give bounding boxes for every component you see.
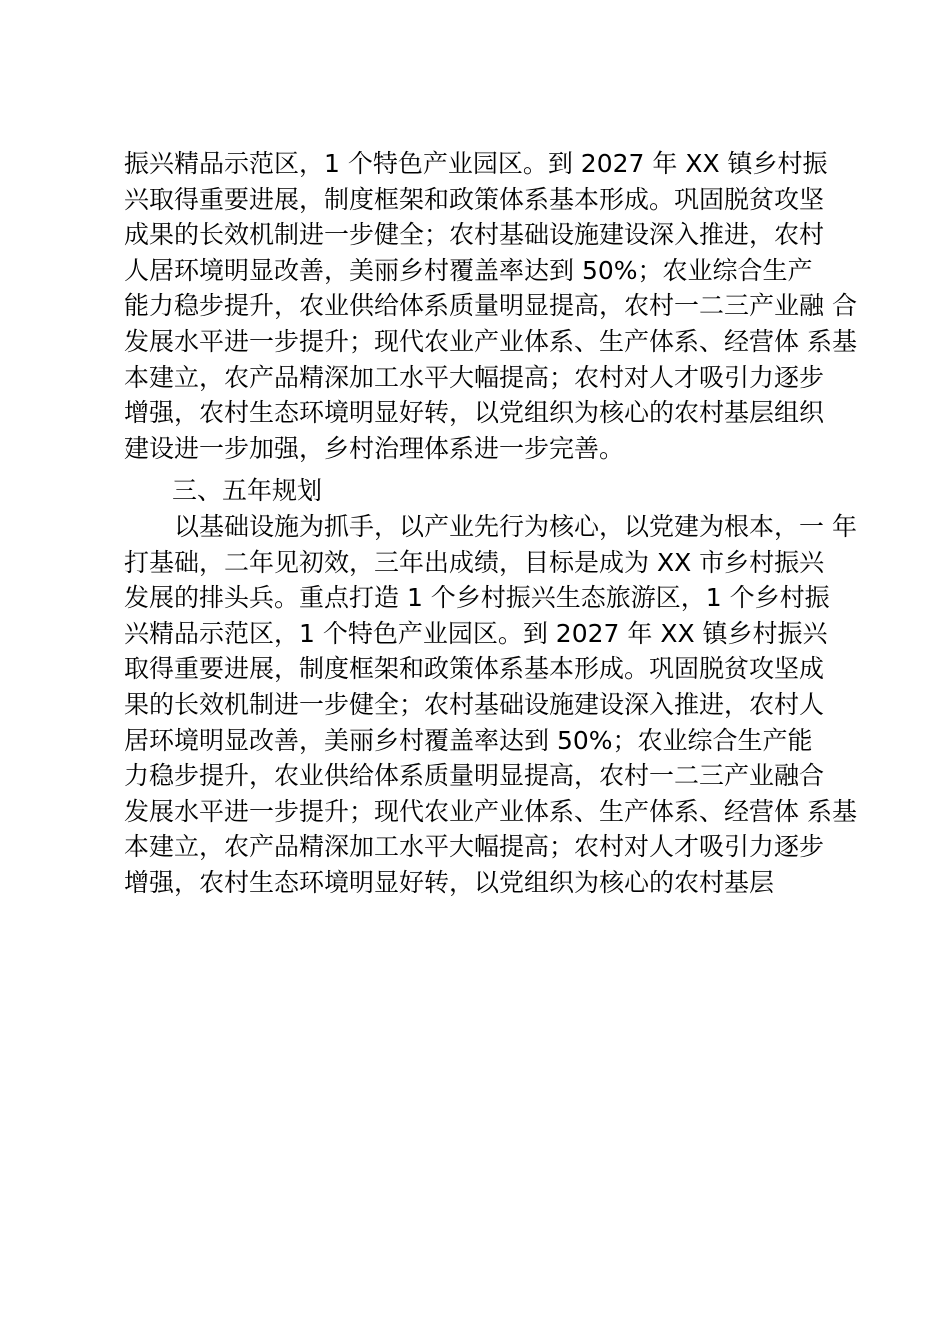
- paragraph-line: 本建立，农产品精深加工水平大幅提高；农村对人才吸引力逐步: [124, 362, 825, 392]
- paragraph-line: 增强，农村生态环境明显好转，以党组织为核心的农村基层: [124, 867, 775, 897]
- paragraph-line: 本建立，农产品精深加工水平大幅提高；农村对人才吸引力逐步: [124, 832, 825, 862]
- paragraph-line: 人居环境明显改善，美丽乡村覆盖率达到 50%；农业综合生产: [124, 255, 813, 285]
- paragraph-line: 增强，农村生态环境明显好转，以党组织为核心的农村基层组织: [124, 398, 825, 428]
- paragraph-line: 成果的长效机制进一步健全；农村基础设施建设深入推进，农村: [124, 220, 825, 250]
- paragraph-line: 以基础设施为抓手，以产业先行为核心，以党建为根本，一 年: [124, 512, 857, 541]
- paragraph-line: 兴精品示范区，1 个特色产业园区。到 2027 年 XX 镇乡村振兴: [124, 618, 828, 648]
- paragraph-line: 兴取得重要进展，制度框架和政策体系基本形成。巩固脱贫攻坚: [124, 184, 825, 214]
- paragraph-line: 打基础，二年见初效，三年出成绩，目标是成为 XX 市乡村振兴: [124, 547, 825, 577]
- paragraph-line: 居环境明显改善，美丽乡村覆盖率达到 50%；农业综合生产能: [124, 725, 813, 755]
- paragraph-line: 发展的排头兵。重点打造 1 个乡村振兴生态旅游区，1 个乡村振: [124, 583, 830, 613]
- paragraph-line: 取得重要进展，制度框架和政策体系基本形成。巩固脱贫攻坚成: [124, 654, 825, 684]
- paragraph-line: 能力稳步提升，农业供给体系质量明显提高，农村一二三产业融 合: [124, 291, 857, 321]
- section-heading: 三、五年规划: [172, 476, 323, 505]
- paragraph-line: 发展水平进一步提升；现代农业产业体系、生产体系、经营体 系基: [124, 326, 857, 356]
- paragraph-line: 建设进一步加强，乡村治理体系进一步完善。: [124, 433, 625, 463]
- paragraph-line: 果的长效机制进一步健全；农村基础设施建设深入推进，农村人: [124, 689, 825, 719]
- paragraph-line: 发展水平进一步提升；现代农业产业体系、生产体系、经营体 系基: [124, 796, 857, 826]
- paragraph-five-year-plan: [124, 509, 857, 901]
- paragraph-continued: [124, 146, 857, 466]
- paragraph-line: 力稳步提升，农业供给体系质量明显提高，农村一二三产业融合: [124, 761, 825, 791]
- paragraph-line: 振兴精品示范区，1 个特色产业园区。到 2027 年 XX 镇乡村振: [124, 149, 828, 178]
